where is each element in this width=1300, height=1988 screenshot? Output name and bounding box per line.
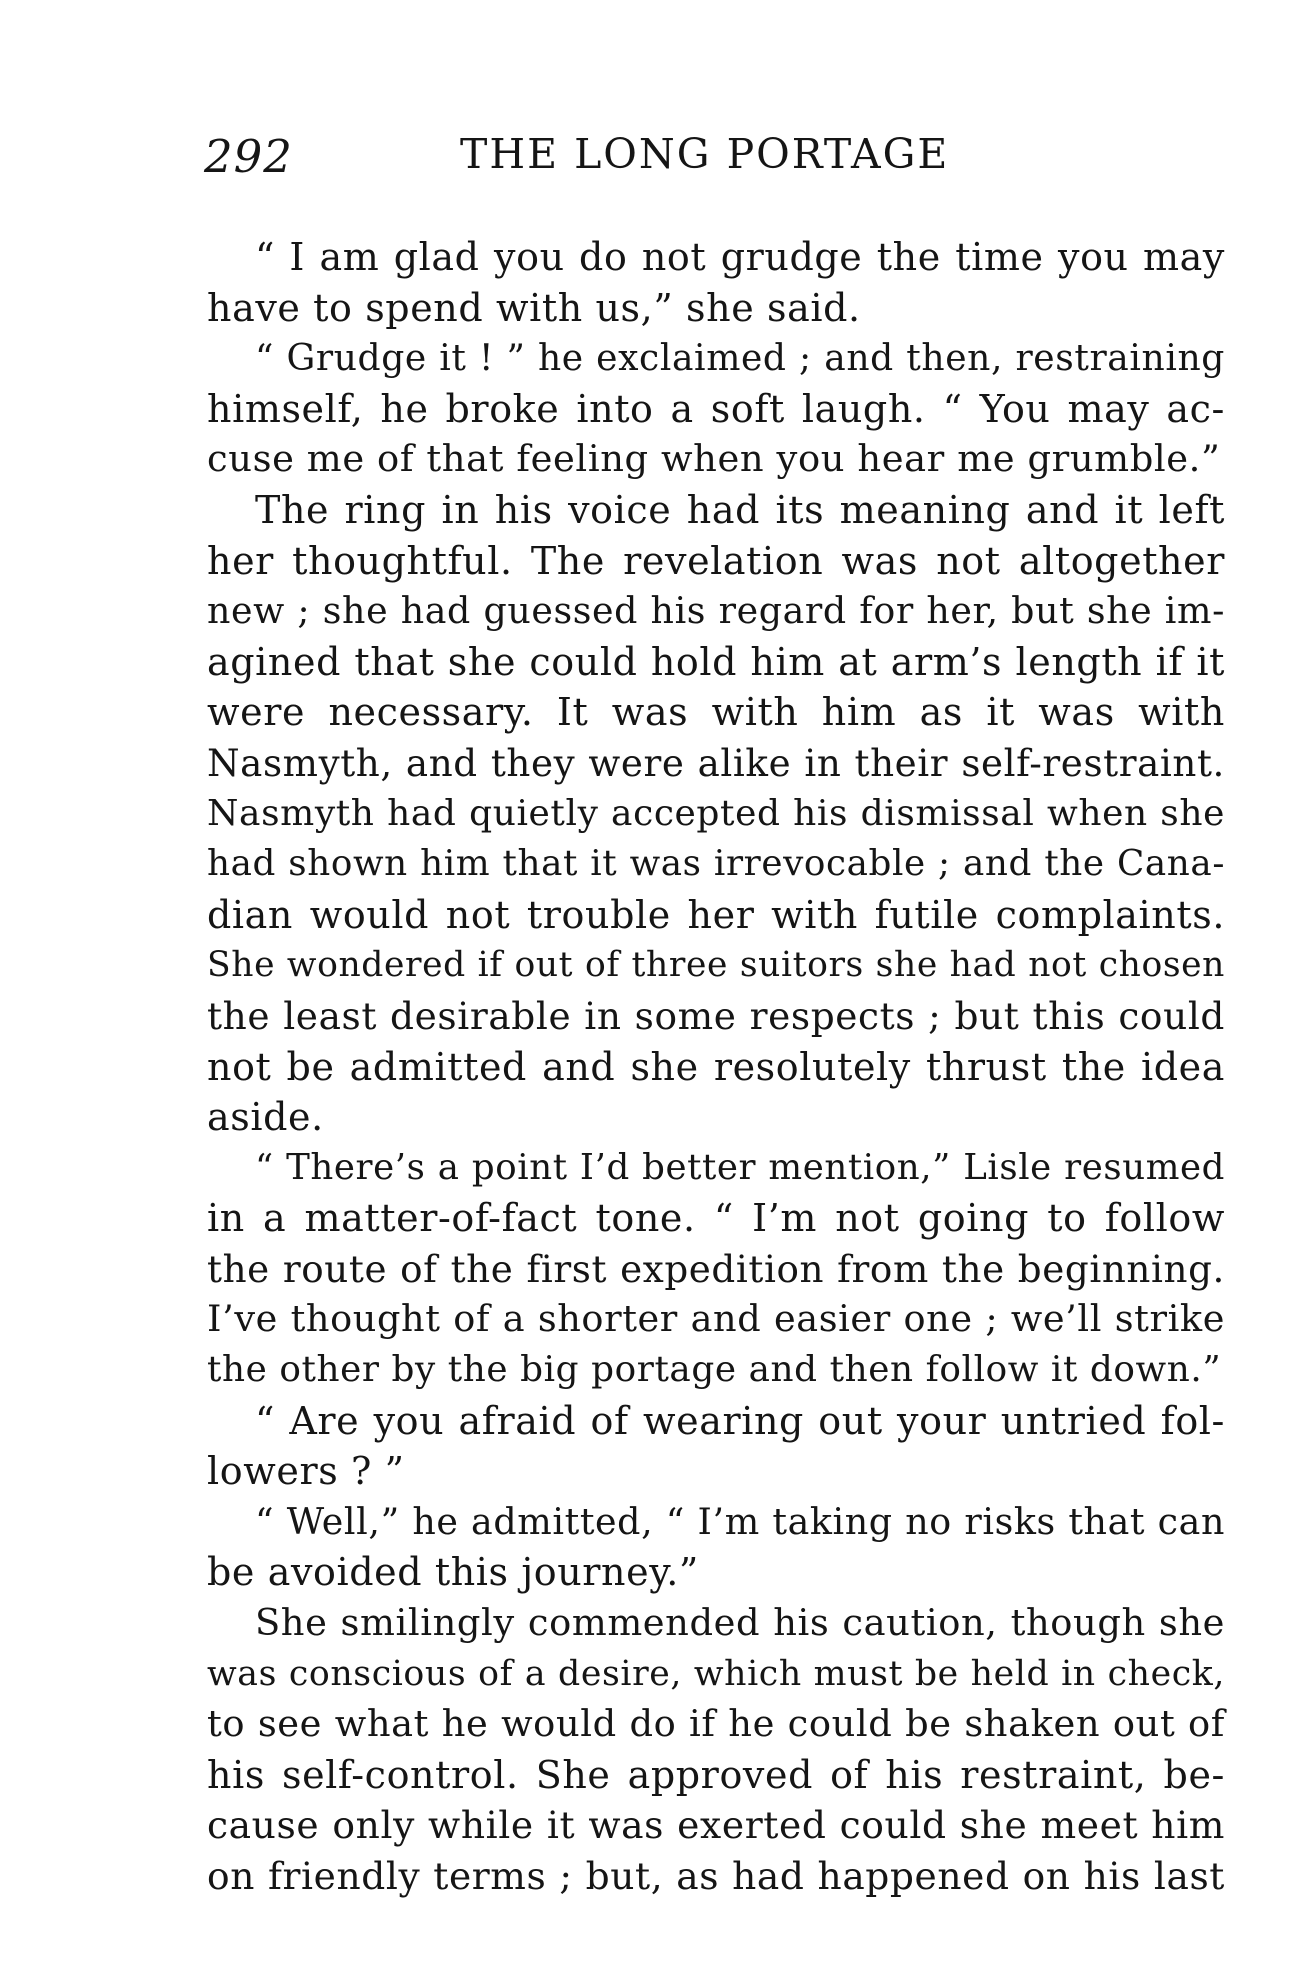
text-line: his self-control. She approved of his restraint, be-	[207, 1752, 1225, 1797]
text-line: were necessary. It was with him as it was with	[207, 690, 1225, 735]
text-line: cause only while it was exerted could she meet him	[207, 1803, 1225, 1848]
page-number: 292	[204, 130, 293, 183]
text-line: on friendly terms ; but, as had happened on his last	[207, 1854, 1225, 1898]
text-line: her thoughtful. The revelation was not altogether	[207, 538, 1225, 583]
text-line: “ I am glad you do not grudge the time you may	[255, 235, 1225, 279]
text-line: “ There’s a point I’d better mention,” Lisle resumed	[255, 1146, 1225, 1188]
text-line: She smilingly commended his caution, though she	[255, 1601, 1225, 1645]
running-title: THE LONG PORTAGE	[460, 130, 950, 178]
text-line: be avoided this journey.”	[207, 1550, 699, 1595]
text-line: have to spend with us,” she said.	[207, 285, 861, 330]
body-text	[207, 232, 1225, 1902]
text-line: the route of the first expedition from the beginning.	[207, 1246, 1225, 1291]
text-line: cuse me of that feeling when you hear me grumble.”	[207, 437, 1221, 481]
text-line: Nasmyth, and they were alike in their self-restraint.	[207, 740, 1225, 785]
text-line: lowers ? ”	[207, 1449, 405, 1494]
text-line: had shown him that it was irrevocable ; and the Cana-	[207, 843, 1225, 885]
text-line: “ Grudge it ! ” he exclaimed ; and then, restraining	[255, 337, 1225, 380]
text-line: aside.	[207, 1095, 324, 1140]
text-line: dian would not trouble her with futile complaints.	[207, 892, 1225, 937]
text-line: was conscious of a desire, which must be held in check,	[207, 1653, 1225, 1694]
text-line: agined that she could hold him at arm’s length if it	[207, 639, 1225, 684]
text-line: new ; she had guessed his regard for her, but she im-	[207, 589, 1225, 633]
text-line: “ Well,” he admitted, “ I’m taking no risks that can	[255, 1499, 1225, 1543]
text-line: the other by the big portage and then follow it down.”	[207, 1349, 1222, 1391]
text-line: in a matter-of-fact tone. “ I’m not going to follow	[207, 1196, 1225, 1241]
text-line: The ring in his voice had its meaning and it left	[255, 487, 1225, 532]
running-head	[204, 130, 1224, 190]
text-line: the least desirable in some respects ; but this could	[207, 993, 1225, 1038]
text-line: himself, he broke into a soft laugh. “ You may ac-	[207, 386, 1225, 431]
text-line: She wondered if out of three suitors she had not chosen	[207, 945, 1225, 986]
text-line: I’ve thought of a shorter and easier one ; we’ll strike	[207, 1297, 1225, 1341]
text-line: not be admitted and she resolutely thrust the idea	[207, 1044, 1225, 1089]
text-line: Nasmyth had quietly accepted his dismissal when she	[207, 792, 1225, 834]
text-line: “ Are you afraid of wearing out your untried fol-	[255, 1398, 1225, 1443]
text-line: to see what he would do if he could be shaken out of	[207, 1702, 1225, 1746]
